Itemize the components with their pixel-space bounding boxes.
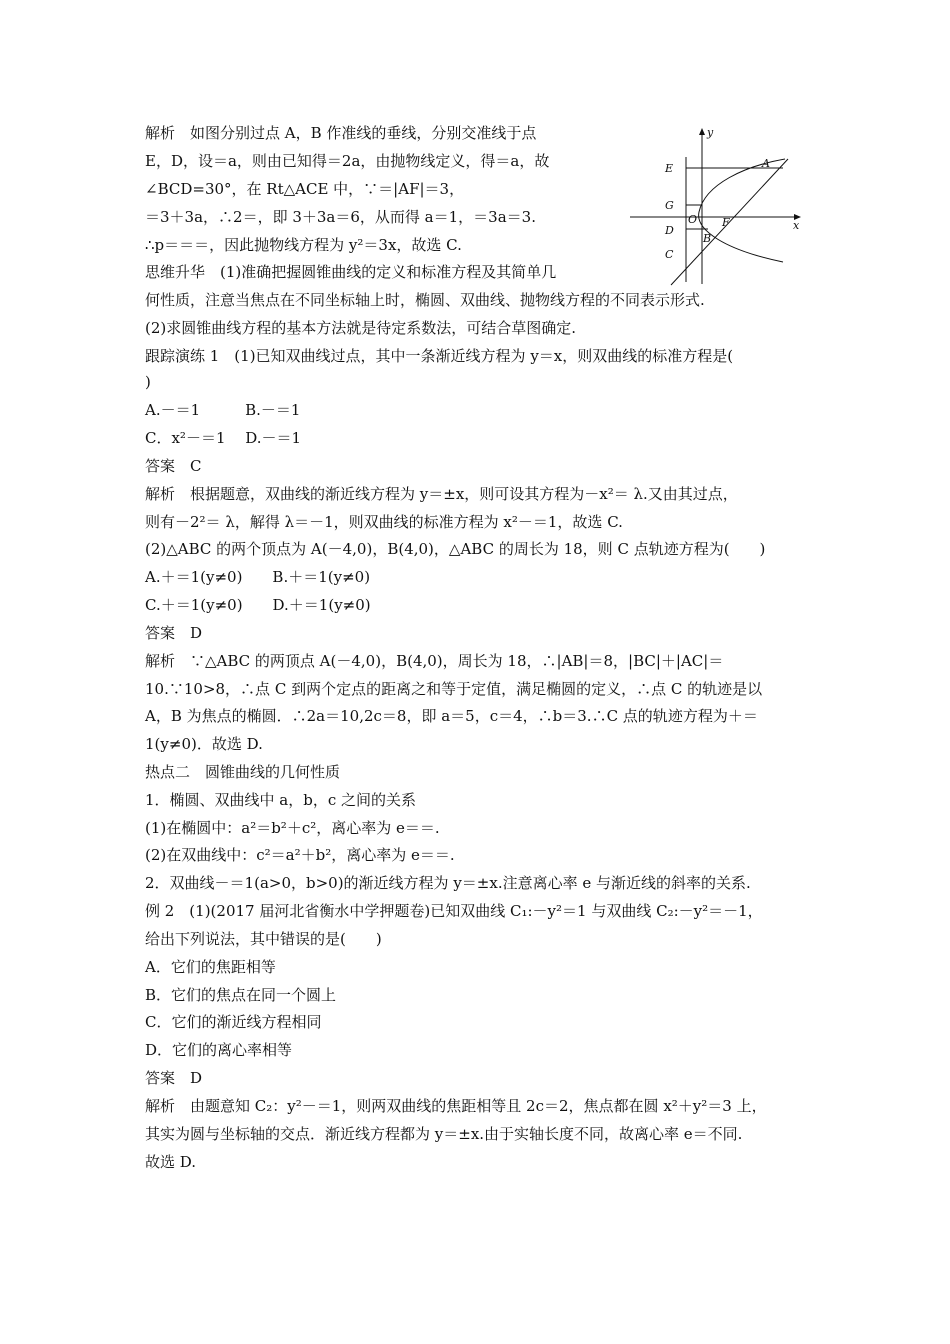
text-line: 答案 D [145, 624, 203, 642]
text-line: D．它们的离心率相等 [145, 1041, 293, 1059]
text-line: C.＋＝1(y≠0) D.＋＝1(y≠0) [145, 596, 371, 614]
text-line: C．它们的渐近线方程相同 [145, 1013, 322, 1031]
text-line: 则有－2²＝ λ，解得 λ＝－1，则双曲线的标准方程为 x²－＝1，故选 C. [145, 513, 623, 531]
parabola-figure [625, 122, 810, 287]
label-b: B [703, 232, 712, 245]
label-c: C [665, 248, 674, 261]
text-line: A.－＝1 B.－＝1 [145, 401, 301, 419]
text-line: 答案 D [145, 1069, 203, 1087]
text-line: ＝3＋3a，∴2＝，即 3＋3a＝6，从而得 a＝1，＝3a＝3. [145, 208, 536, 226]
y-axis-arrow [699, 128, 705, 135]
text-line: A，B 为焦点的椭圆．∴2a＝10,2c＝8，即 a＝5，c＝4，∴b＝3.∴C 点的轨迹方程为＋＝ [145, 707, 758, 725]
text-line: 解析 根据题意，双曲线的渐近线方程为 y＝±x，则可设其方程为－x²＝ λ.又由其过点， [145, 485, 738, 503]
text-line: (1)在椭圆中：a²＝b²＋c²，离心率为 e＝＝. [145, 819, 440, 837]
text-line: 解析 ∵△ABC 的两顶点 A(－4,0)，B(4,0)，周长为 18，∴|AB|＝8，|BC|＋|AC|＝ [145, 652, 724, 670]
label-o: O [688, 213, 698, 226]
text-line: 何性质，注意当焦点在不同坐标轴上时，椭圆、双曲线、抛物线方程的不同表示形式. [145, 291, 705, 309]
text-line: 解析 由题意知 C₂：y²－＝1，则两双曲线的焦距相等且 2c＝2，焦点都在圆 x²＋y²＝3 上， [145, 1097, 767, 1115]
text-line: 2．双曲线－＝1(a>0，b>0)的渐近线方程为 y＝±x.注意离心率 e 与渐近线的斜率的关系. [145, 874, 751, 892]
text-line: (2)在双曲线中：c²＝a²＋b²，离心率为 e＝＝. [145, 846, 455, 864]
text-line: A.＋＝1(y≠0) B.＋＝1(y≠0) [145, 568, 371, 586]
label-e: E [665, 162, 674, 175]
text-line: ∠BCD=30°，在 Rt△ACE 中，∵＝|AF|＝3， [145, 180, 465, 198]
label-x: x [793, 219, 800, 232]
label-y: y [707, 126, 714, 139]
parabola-diagram [625, 122, 810, 287]
text-line: (2)△ABC 的两个顶点为 A(－4,0)，B(4,0)，△ABC 的周长为 18，则 C 点轨迹方程为( ) [145, 540, 766, 558]
text-line: C．x²－＝1 D.－＝1 [145, 429, 302, 447]
text-line: 跟踪演练 1 (1)已知双曲线过点，其中一条渐近线方程为 y＝x，则双曲线的标准方程是( [145, 347, 734, 365]
text-line: 1(y≠0)．故选 D. [145, 735, 263, 753]
label-g: G [665, 199, 674, 212]
text-line: 1．椭圆、双曲线中 a，b，c 之间的关系 [145, 791, 417, 809]
text-line: 热点二 圆锥曲线的几何性质 [145, 763, 341, 781]
text-line: 答案 C [145, 457, 202, 475]
text-line: B．它们的焦点在同一个圆上 [145, 986, 337, 1004]
text-line: A．它们的焦距相等 [145, 958, 276, 976]
label-a: A [762, 157, 770, 170]
text-line: 例 2 (1)(2017 届河北省衡水中学押题卷)已知双曲线 C₁:－y²＝1 与双曲线 C₂:－y²＝－1， [145, 902, 763, 920]
text-line: ) [145, 373, 151, 391]
text-line: 其实为圆与坐标轴的交点．渐近线方程都为 y＝±x.由于实轴长度不同，故离心率 e＝不同. [145, 1125, 743, 1143]
text-line: 给出下列说法，其中错误的是( ) [145, 930, 382, 948]
text-line: E，D，设＝a，则由已知得＝2a，由抛物线定义，得＝a，故 [145, 152, 550, 170]
text-line: 故选 D. [145, 1153, 197, 1171]
label-d: D [665, 224, 674, 237]
text-line: 解析 如图分别过点 A，B 作准线的垂线，分别交准线于点 [145, 124, 537, 142]
parabola-curve [699, 159, 785, 262]
label-f: F [722, 216, 730, 229]
text-line: (2)求圆锥曲线方程的基本方法就是待定系数法，可结合草图确定. [145, 319, 577, 337]
text-line: 思维升华 (1)准确把握圆锥曲线的定义和标准方程及其简单几 [145, 263, 557, 281]
text-line: 10.∵10>8，∴点 C 到两个定点的距离之和等于定值，满足椭圆的定义，∴点 C 的轨迹是以 [145, 680, 763, 698]
text-line: ∴p＝＝＝，因此抛物线方程为 y²＝3x，故选 C. [145, 236, 462, 254]
